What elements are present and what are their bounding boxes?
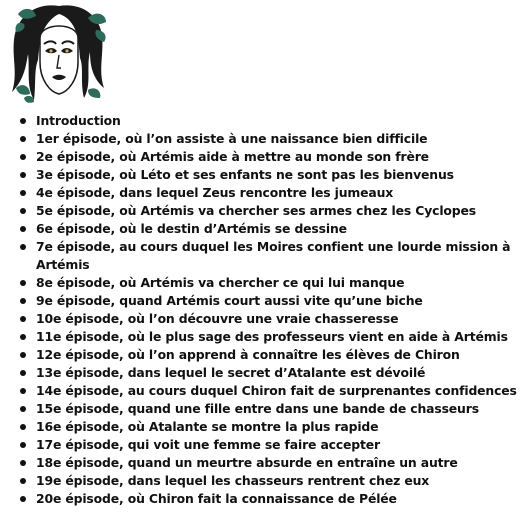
episode-label: 10e épisode, où l’on découvre une vraie chasseresse bbox=[36, 311, 399, 326]
bullet-icon bbox=[20, 172, 26, 178]
bullet-icon bbox=[20, 280, 26, 286]
episode-label: 13e épisode, dans lequel le secret d’Atalante est dévoilé bbox=[36, 365, 426, 380]
bullet-icon bbox=[20, 424, 26, 430]
bullet-icon bbox=[20, 190, 26, 196]
list-item bbox=[18, 310, 518, 328]
list-item bbox=[18, 148, 518, 166]
list-item bbox=[18, 418, 518, 436]
list-item bbox=[18, 112, 518, 130]
artemis-portrait-icon bbox=[4, 0, 114, 108]
episode-label: 18e épisode, quand un meurtre absurde en entraîne un autre bbox=[36, 455, 458, 470]
list-item bbox=[18, 400, 518, 418]
list-item bbox=[18, 220, 518, 238]
bullet-icon bbox=[20, 136, 26, 142]
bullet-icon bbox=[20, 496, 26, 502]
list-item bbox=[18, 472, 518, 490]
list-item bbox=[18, 364, 518, 382]
list-item bbox=[18, 166, 518, 184]
episode-label: 12e épisode, où l’on apprend à connaître les élèves de Chiron bbox=[36, 347, 460, 362]
episode-label: 14e épisode, au cours duquel Chiron fait de surprenantes confidences bbox=[36, 383, 517, 398]
episode-label: 15e épisode, quand une fille entre dans une bande de chasseurs bbox=[36, 401, 479, 416]
bullet-icon bbox=[20, 406, 26, 412]
episode-label: 6e épisode, où le destin d’Artémis se dessine bbox=[36, 221, 347, 236]
bullet-icon bbox=[20, 118, 26, 124]
episode-label: 11e épisode, où le plus sage des professeurs vient en aide à Artémis bbox=[36, 329, 508, 344]
bullet-icon bbox=[20, 352, 26, 358]
episode-label: 3e épisode, où Léto et ses enfants ne sont pas les bienvenus bbox=[36, 167, 454, 182]
list-item bbox=[18, 274, 518, 292]
episode-label: 16e épisode, où Atalante se montre la plus rapide bbox=[36, 419, 379, 434]
episode-label: 9e épisode, quand Artémis court aussi vite qu’une biche bbox=[36, 293, 423, 308]
bullet-icon bbox=[20, 442, 26, 448]
episode-label: 1er épisode, où l’on assiste à une naissance bien difficile bbox=[36, 131, 428, 146]
episode-label: 2e épisode, où Artémis aide à mettre au monde son frère bbox=[36, 149, 429, 164]
list-item bbox=[18, 454, 518, 472]
bullet-icon bbox=[20, 208, 26, 214]
list-item bbox=[18, 292, 518, 310]
bullet-icon bbox=[20, 154, 26, 160]
list-item bbox=[18, 202, 518, 220]
episode-list bbox=[18, 112, 518, 508]
bullet-icon bbox=[20, 316, 26, 322]
bullet-icon bbox=[20, 478, 26, 484]
episode-label: 5e épisode, où Artémis va chercher ses armes chez les Cyclopes bbox=[36, 203, 476, 218]
bullet-icon bbox=[20, 334, 26, 340]
episode-label: Introduction bbox=[36, 113, 121, 128]
episode-label: 4e épisode, dans lequel Zeus rencontre les jumeaux bbox=[36, 185, 394, 200]
bullet-icon bbox=[20, 460, 26, 466]
episode-label: 8e épisode, où Artémis va chercher ce qui lui manque bbox=[36, 275, 405, 290]
list-item bbox=[18, 346, 518, 364]
list-item bbox=[18, 130, 518, 148]
list-item bbox=[18, 328, 518, 346]
list-item bbox=[18, 490, 518, 508]
list-item bbox=[18, 436, 518, 454]
list-item bbox=[18, 382, 518, 400]
list-item bbox=[18, 184, 518, 202]
episode-label: 20e épisode, où Chiron fait la connaissance de Pélée bbox=[36, 491, 397, 506]
bullet-icon bbox=[20, 298, 26, 304]
episode-label: 7e épisode, au cours duquel les Moires confient une lourde mission à Artémis bbox=[36, 239, 511, 272]
bullet-icon bbox=[20, 370, 26, 376]
bullet-icon bbox=[20, 388, 26, 394]
bullet-icon bbox=[20, 226, 26, 232]
bullet-icon bbox=[20, 244, 26, 250]
episode-label: 17e épisode, qui voit une femme se faire accepter bbox=[36, 437, 381, 452]
list-item bbox=[18, 238, 518, 274]
episode-label: 19e épisode, dans lequel les chasseurs rentrent chez eux bbox=[36, 473, 430, 488]
